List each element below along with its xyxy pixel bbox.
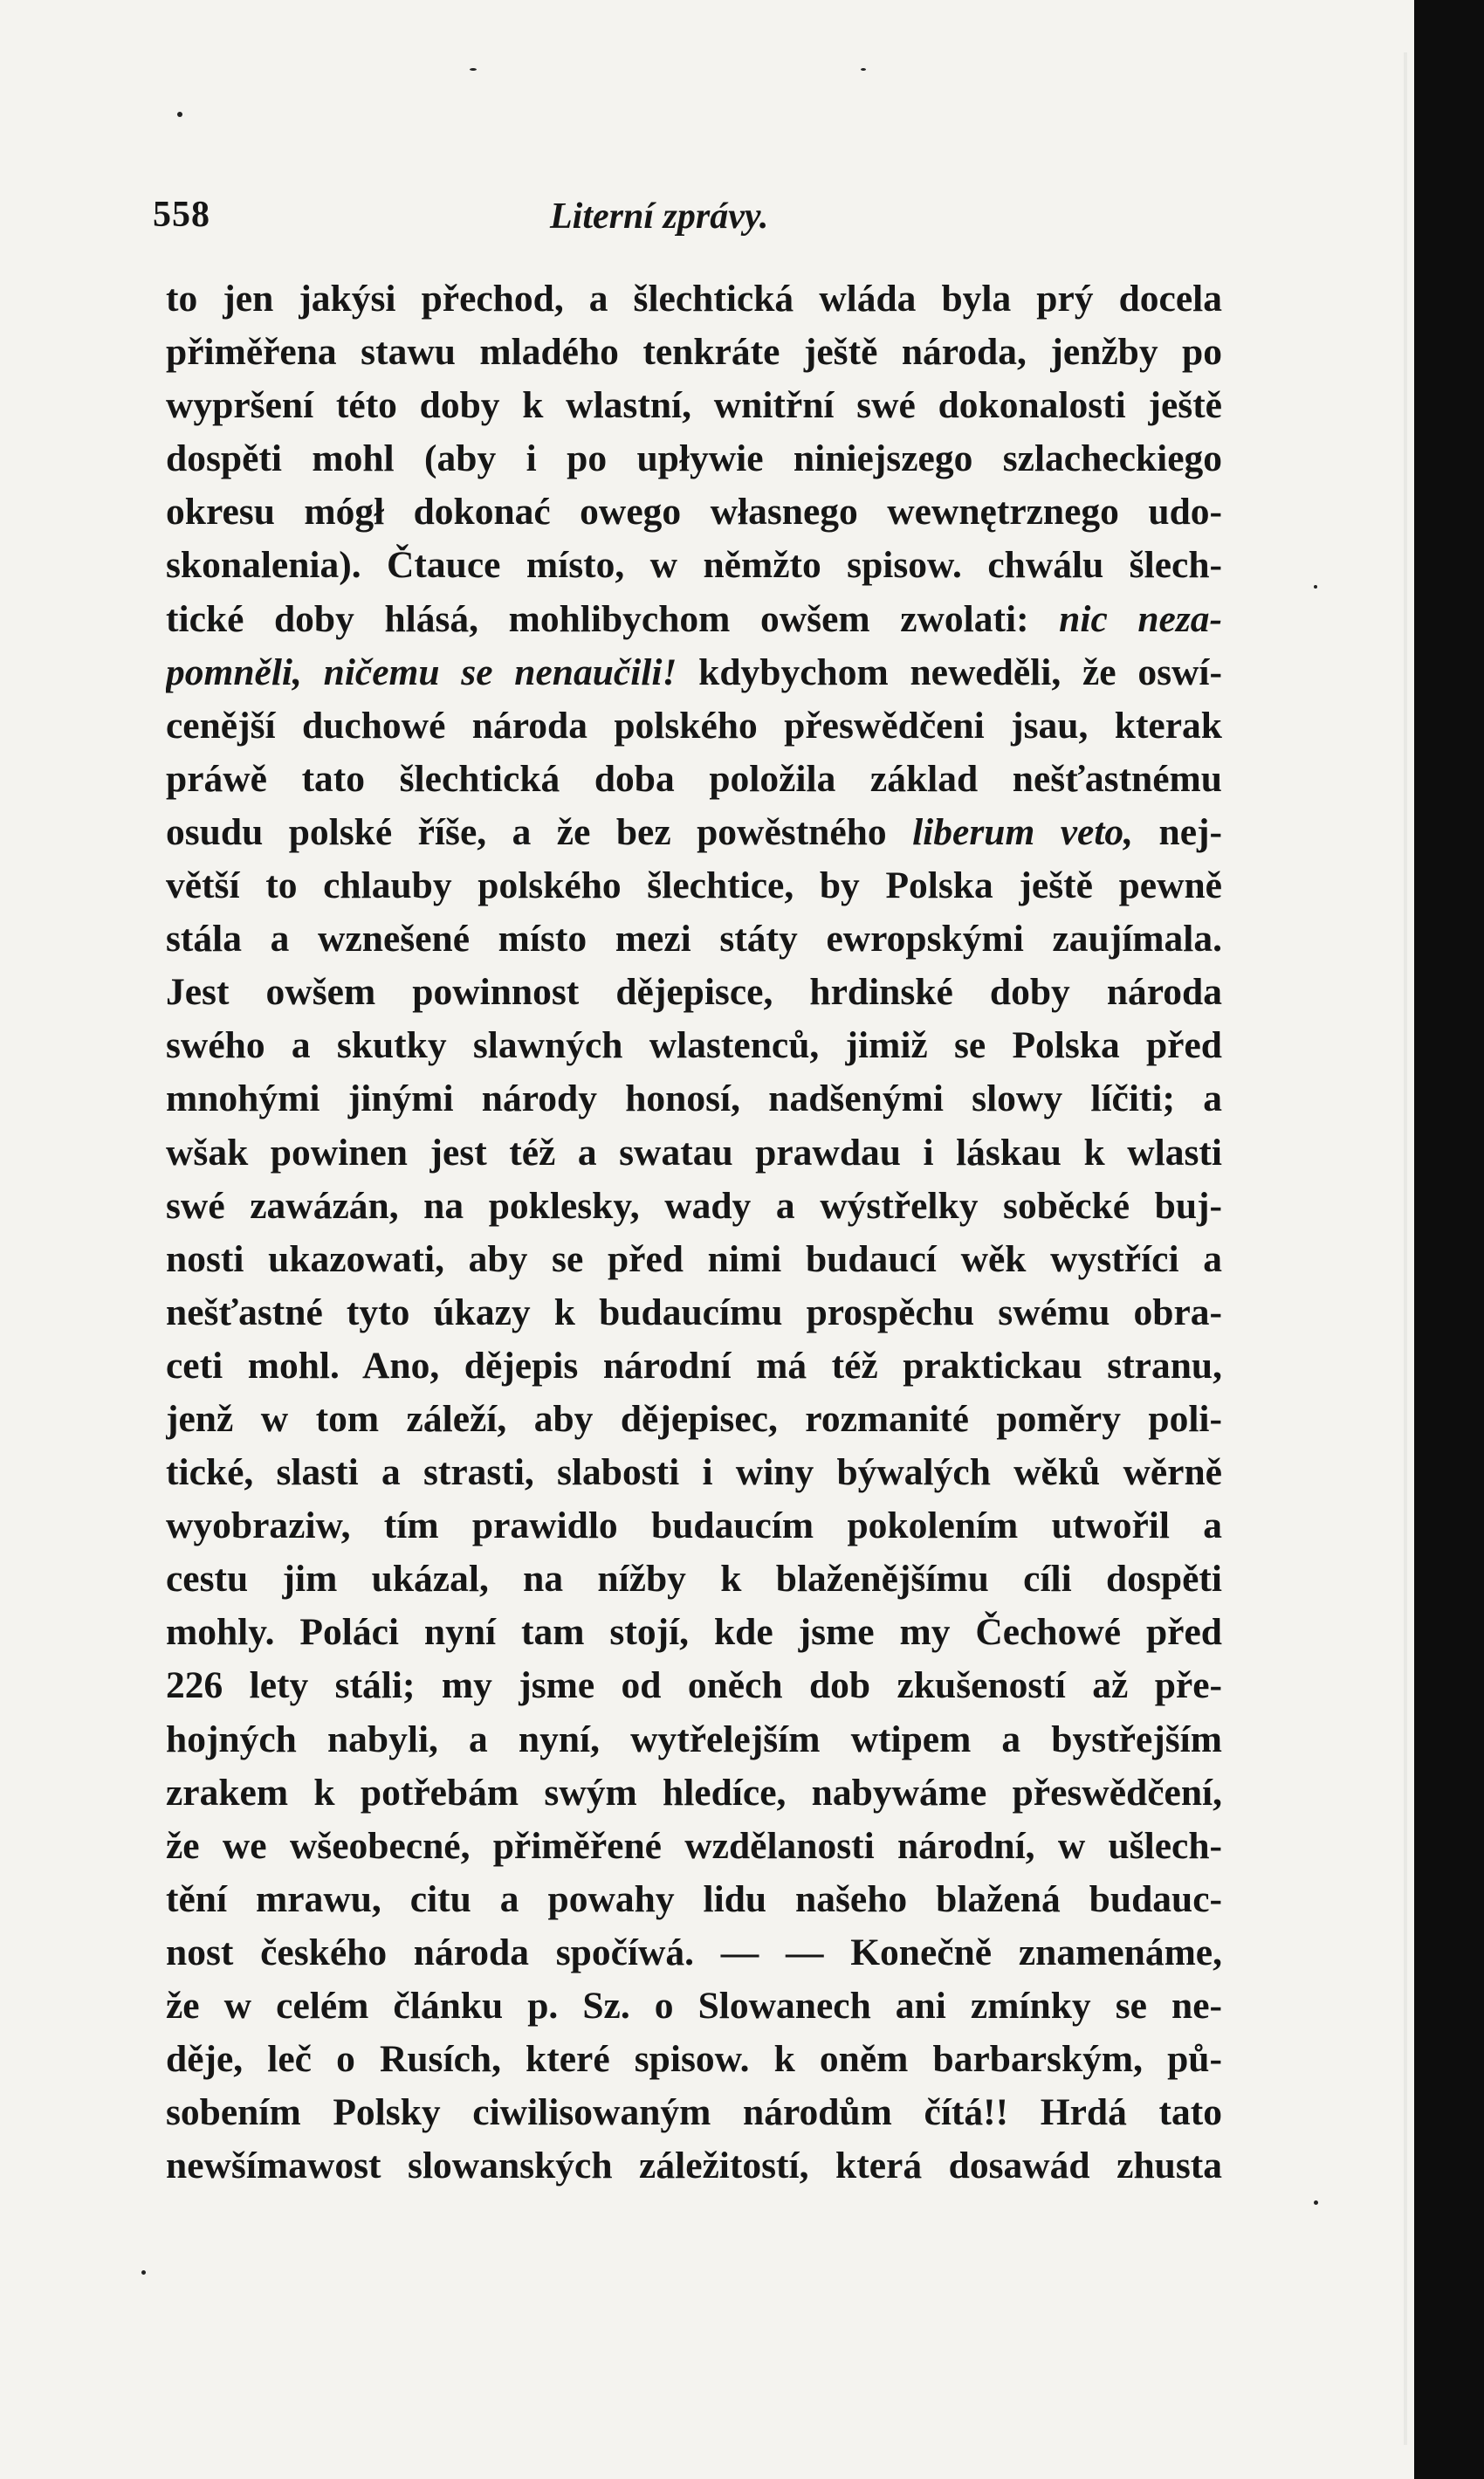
text-line: že w celém článku p. Sz. o Slowanech ani zmínky se ne- [166,1985,1222,2027]
text-line: zrakem k potřebám swým hledíce, nabywáme přeswědčení, [166,1771,1222,1814]
text-line: swého a skutky slawných wlastenců, jimiž se Polska před [166,1024,1222,1067]
text-line: nešťastné tyto úkazy k budaucímu prospěchu swému obra- [166,1291,1222,1333]
italic-text: liberum veto, [912,810,1134,853]
scan-border [1414,0,1484,2479]
text-line: větší to chlauby polského šlechtice, by Polska ještě pewně [166,864,1222,907]
scan-speck [1314,2200,1318,2205]
text-line: ceti mohl. Ano, dějepis národní má též praktickau stranu, [166,1344,1222,1387]
text-run: tické doby hlásá, mohlibychom owšem zwolati: [166,597,1060,640]
text-line: wypršení této doby k wlastní, wnitřní swé dokonalosti ještě [166,384,1222,427]
scan-speck [1314,585,1317,589]
italic-text: pomněli, ničemu se nenaučili! [166,651,677,693]
scan-speck [470,68,477,71]
text-line: jenž w tom záleží, aby dějepisec, rozmanité poměry poli- [166,1397,1222,1440]
text-line: dospěti mohl (aby i po upływie niniejszego szlacheckiego [166,437,1222,480]
page-edge-shadow [1404,52,1407,2445]
text-line: wšak powinen jest též a swatau prawdau i láskau k wlasti [166,1131,1222,1174]
text-line: sobením Polsky ciwilisowaným národům čítá!! Hrdá tato [166,2091,1222,2134]
scan-speck [141,2270,146,2275]
text-line: tické, slasti a strasti, slabosti i winy býwalých wěků wěrně [166,1451,1222,1494]
text-line: tění mrawu, citu a powahy lidu našeho blažená budauc- [166,1877,1222,1920]
text-line: hojných nabyli, a nyní, wytřelejším wtipem a bystřejším [166,1718,1222,1760]
text-line: mnohými jinými národy honosí, nadšenými slowy líčiti; a [166,1078,1222,1120]
page-header [153,194,1226,255]
text-line [166,806,1222,859]
text-line: to jen jakýsi přechod, a šlechtická wláda byla prý docela [166,278,1222,320]
scan-speck [861,68,866,71]
text-line: děje, leč o Rusích, které spisow. k oněm barbarským, pů- [166,2038,1222,2081]
italic-text: nic neza- [1059,597,1222,640]
text-line: cenější duchowé národa polského přeswědčeni jsau, kterak [166,704,1222,747]
text-line: nosti ukazowati, aby se před nimi budaucí wěk wystříci a [166,1237,1222,1280]
text-run: osudu polské říše, a že bez powěstného [166,810,913,853]
text-line: 226 lety stáli; my jsme od oněch dob zkušeností až pře- [166,1664,1222,1707]
text-line: okresu mógł dokonać owego własnego wewnętrznego udo- [166,491,1222,534]
text-run: nej- [1133,810,1222,853]
text-line: newšímawost slowanských záležitostí, která dosawád zhusta [166,2145,1222,2187]
body-text [166,272,1222,2193]
text-line [166,646,1222,699]
text-line: mohly. Poláci nyní tam stojí, kde jsme my Čechowé před [166,1611,1222,1654]
running-title: Literní zprávy. [550,196,769,237]
text-line: swé zawázán, na poklesky, wady a wýstřelky soběcké buj- [166,1184,1222,1227]
text-line: wyobraziw, tím prawidlo budaucím pokolením utwořil a [166,1505,1222,1547]
text-line: že we wšeobecné, přiměřené wzdělanosti národní, w ušlech- [166,1824,1222,1867]
text-line: cestu jim ukázal, na nížby k blaženějšímu cíli dospěti [166,1558,1222,1601]
scan-speck [177,112,182,117]
text-run: kdybychom neweděli, že oswí- [677,651,1222,693]
text-line: práwě tato šlechtická doba položila základ nešťastnému [166,757,1222,800]
text-line: stála a wznešené místo mezi státy ewropskými zaujímala. [166,918,1222,961]
text-line: skonalenia). Čtauce místo, w němžto spisow. chwálu šlech- [166,544,1222,587]
text-line: Jest owšem powinnost dějepisce, hrdinské doby národa [166,971,1222,1014]
text-line: nost českého národa spočíwá. — — Konečně znamenáme, [166,1931,1222,1973]
text-line [166,593,1222,646]
text-line: přiměřena stawu mladého tenkráte ještě národa, jenžby po [166,331,1222,374]
page-number: 558 [153,195,210,235]
